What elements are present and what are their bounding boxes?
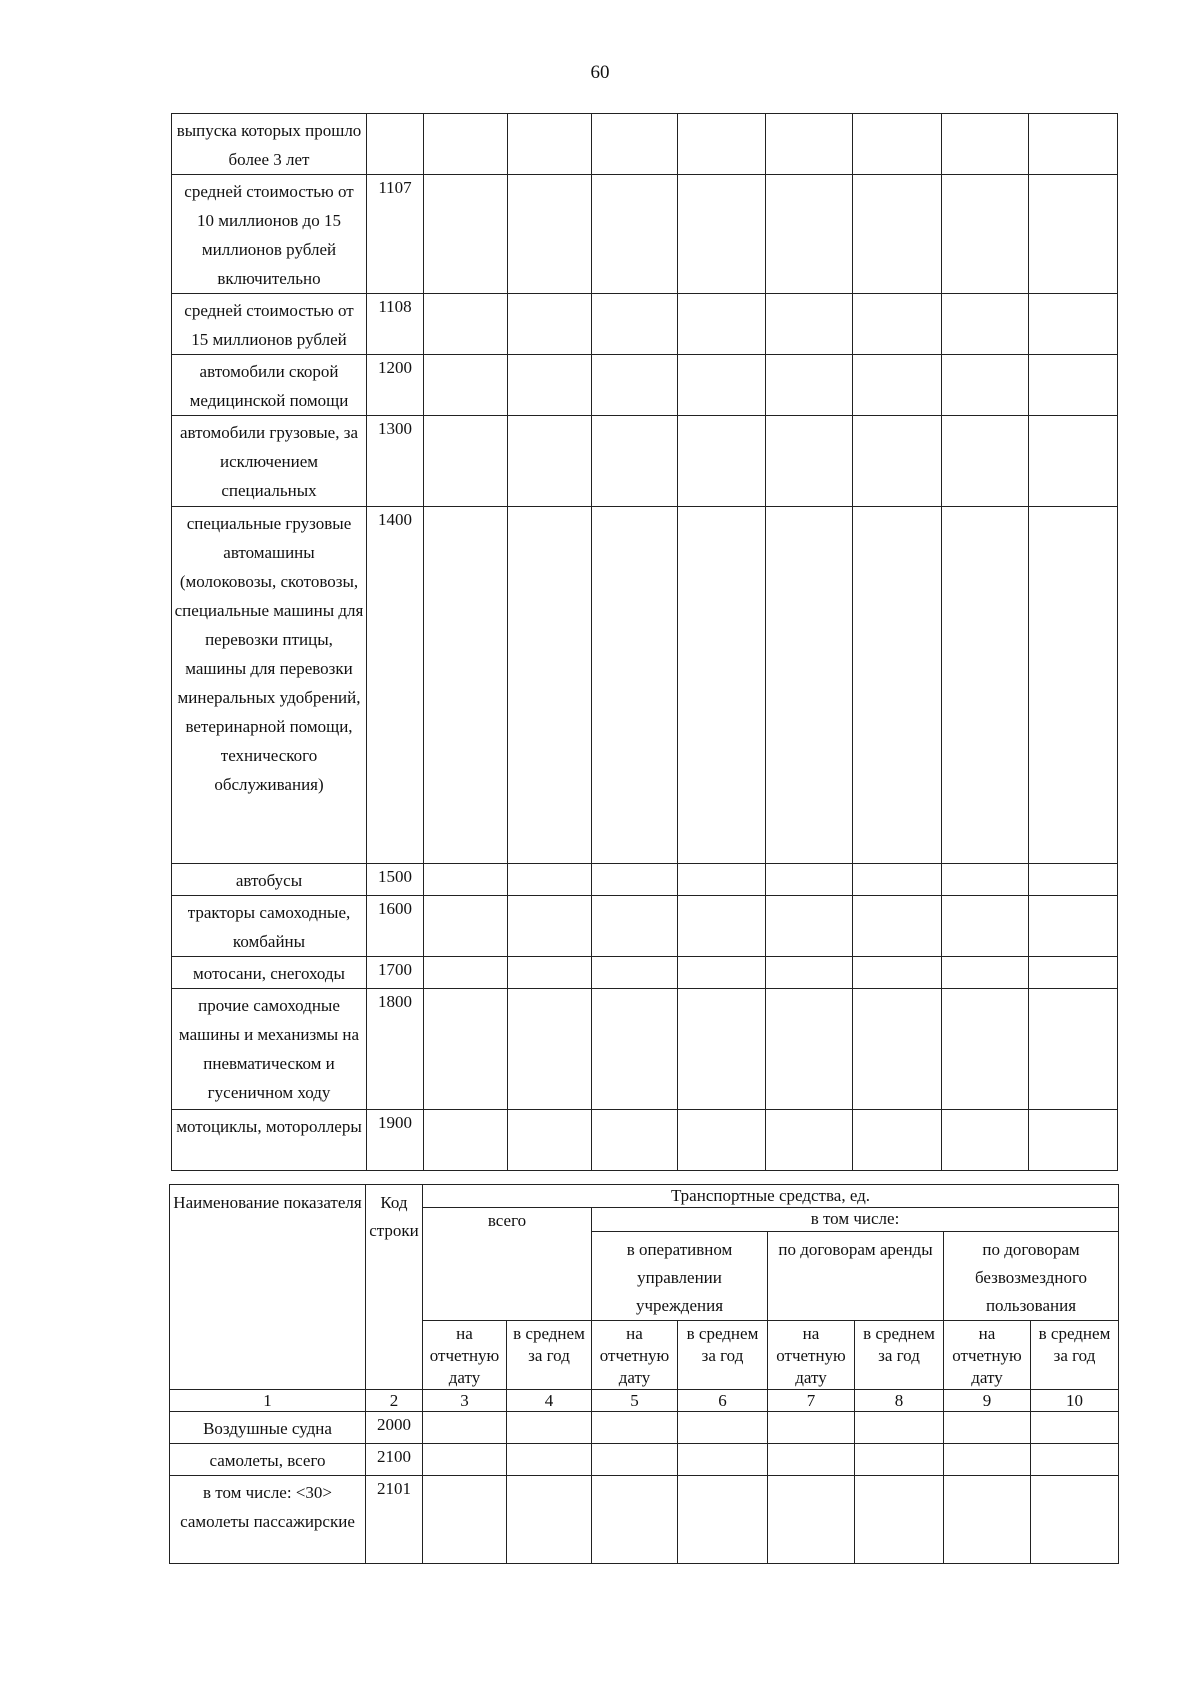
- value-cell: [766, 864, 853, 896]
- table-row: [172, 175, 1118, 294]
- table-row: [172, 355, 1118, 416]
- header-avg-year: в среднем за год: [507, 1321, 592, 1390]
- value-cell: [855, 1476, 944, 1564]
- value-cell: [678, 355, 766, 416]
- value-cell: [507, 1412, 592, 1444]
- table-row: [172, 114, 1118, 175]
- value-cell: [853, 1110, 942, 1171]
- value-cell: [678, 294, 766, 355]
- table-row: [172, 896, 1118, 957]
- value-cell: [592, 989, 678, 1110]
- row-code: 2101: [366, 1476, 423, 1564]
- row-code: 1900: [367, 1110, 424, 1171]
- value-cell: [853, 294, 942, 355]
- row-code: [367, 114, 424, 175]
- table-row: [172, 507, 1118, 864]
- header-avg-year: в среднем за год: [855, 1321, 944, 1390]
- value-cell: [1029, 957, 1118, 989]
- value-cell: [1031, 1444, 1119, 1476]
- value-cell: [944, 1476, 1031, 1564]
- row-code: 1200: [367, 355, 424, 416]
- indicator-name: мотоциклы, мотороллеры: [172, 1110, 367, 1171]
- value-cell: [592, 416, 678, 507]
- value-cell: [853, 175, 942, 294]
- value-cell: [424, 957, 508, 989]
- value-cell: [1029, 355, 1118, 416]
- value-cell: [678, 1444, 768, 1476]
- value-cell: [942, 294, 1029, 355]
- value-cell: [678, 1110, 766, 1171]
- value-cell: [424, 896, 508, 957]
- header-free-use: по договорам безвозмездного пользования: [944, 1232, 1119, 1321]
- value-cell: [678, 114, 766, 175]
- value-cell: [942, 355, 1029, 416]
- value-cell: [424, 355, 508, 416]
- table-row: [170, 1444, 1119, 1476]
- indicator-name: Воздушные судна: [170, 1412, 366, 1444]
- value-cell: [424, 864, 508, 896]
- value-cell: [1029, 1110, 1118, 1171]
- value-cell: [853, 507, 942, 864]
- row-code: 1700: [367, 957, 424, 989]
- value-cell: [766, 896, 853, 957]
- value-cell: [507, 1444, 592, 1476]
- column-number: 5: [592, 1390, 678, 1412]
- column-number: 2: [366, 1390, 423, 1412]
- row-code: 1500: [367, 864, 424, 896]
- value-cell: [1029, 294, 1118, 355]
- value-cell: [855, 1412, 944, 1444]
- value-cell: [508, 355, 592, 416]
- table-row: [172, 989, 1118, 1110]
- row-code: 1108: [367, 294, 424, 355]
- row-code: 1600: [367, 896, 424, 957]
- value-cell: [853, 957, 942, 989]
- indicator-name: автомобили грузовые, за исключением специальных: [172, 416, 367, 507]
- value-cell: [424, 416, 508, 507]
- value-cell: [853, 355, 942, 416]
- value-cell: [678, 1476, 768, 1564]
- header-total: всего: [423, 1208, 592, 1321]
- table-row: [170, 1476, 1119, 1564]
- value-cell: [592, 864, 678, 896]
- value-cell: [592, 507, 678, 864]
- header-on-date: на отчетную дату: [592, 1321, 678, 1390]
- indicator-name: в том числе: <30> самолеты пассажирские: [170, 1476, 366, 1564]
- value-cell: [942, 1110, 1029, 1171]
- value-cell: [423, 1412, 507, 1444]
- value-cell: [508, 294, 592, 355]
- value-cell: [423, 1476, 507, 1564]
- value-cell: [766, 114, 853, 175]
- value-cell: [508, 175, 592, 294]
- value-cell: [592, 1444, 678, 1476]
- column-number: 4: [507, 1390, 592, 1412]
- value-cell: [424, 989, 508, 1110]
- header-row-code: Код строки: [366, 1185, 423, 1390]
- value-cell: [678, 989, 766, 1110]
- value-cell: [942, 416, 1029, 507]
- value-cell: [508, 989, 592, 1110]
- value-cell: [508, 864, 592, 896]
- indicator-name: автомобили скорой медицинской помощи: [172, 355, 367, 416]
- value-cell: [766, 294, 853, 355]
- header-on-date: на отчетную дату: [768, 1321, 855, 1390]
- value-cell: [1031, 1412, 1119, 1444]
- header-on-date: на отчетную дату: [423, 1321, 507, 1390]
- column-number: 7: [768, 1390, 855, 1412]
- value-cell: [766, 355, 853, 416]
- value-cell: [592, 294, 678, 355]
- value-cell: [508, 507, 592, 864]
- value-cell: [1029, 416, 1118, 507]
- indicator-name: тракторы самоходные, комбайны: [172, 896, 367, 957]
- value-cell: [508, 416, 592, 507]
- header-avg-year: в среднем за год: [678, 1321, 768, 1390]
- value-cell: [768, 1476, 855, 1564]
- value-cell: [942, 864, 1029, 896]
- value-cell: [853, 864, 942, 896]
- value-cell: [1029, 896, 1118, 957]
- value-cell: [592, 355, 678, 416]
- page-number: 60: [590, 62, 610, 83]
- value-cell: [944, 1444, 1031, 1476]
- value-cell: [592, 1476, 678, 1564]
- value-cell: [855, 1444, 944, 1476]
- value-cell: [678, 957, 766, 989]
- value-cell: [942, 896, 1029, 957]
- value-cell: [508, 1110, 592, 1171]
- value-cell: [1029, 507, 1118, 864]
- row-code: 2000: [366, 1412, 423, 1444]
- header-including: в том числе:: [592, 1208, 1119, 1232]
- value-cell: [942, 114, 1029, 175]
- table-row: [172, 957, 1118, 989]
- value-cell: [592, 175, 678, 294]
- value-cell: [766, 1110, 853, 1171]
- value-cell: [1029, 114, 1118, 175]
- row-code: 1800: [367, 989, 424, 1110]
- value-cell: [942, 507, 1029, 864]
- value-cell: [942, 175, 1029, 294]
- header-avg-year: в среднем за год: [1031, 1321, 1119, 1390]
- column-number: 1: [170, 1390, 366, 1412]
- row-code: 1300: [367, 416, 424, 507]
- header-transport: Транспортные средства, ед.: [423, 1185, 1119, 1208]
- value-cell: [592, 896, 678, 957]
- value-cell: [766, 416, 853, 507]
- value-cell: [592, 957, 678, 989]
- column-number: 3: [423, 1390, 507, 1412]
- value-cell: [766, 175, 853, 294]
- value-cell: [678, 1412, 768, 1444]
- indicator-name: самолеты, всего: [170, 1444, 366, 1476]
- value-cell: [678, 175, 766, 294]
- value-cell: [424, 1110, 508, 1171]
- value-cell: [944, 1412, 1031, 1444]
- value-cell: [1029, 989, 1118, 1110]
- value-cell: [508, 957, 592, 989]
- value-cell: [424, 175, 508, 294]
- value-cell: [768, 1444, 855, 1476]
- header-on-date: на отчетную дату: [944, 1321, 1031, 1390]
- column-number: 8: [855, 1390, 944, 1412]
- column-number: 9: [944, 1390, 1031, 1412]
- indicator-name: специальные грузовые автомашины (молоковозы, скотовозы, специальные машины для перевозки птицы, машины для перевозки минеральных удобрений, ветеринарной помощи, технического обслуживания): [172, 507, 367, 864]
- indicator-name: выпуска которых прошло более 3 лет: [172, 114, 367, 175]
- table-row: [172, 1110, 1118, 1171]
- row-code: 1400: [367, 507, 424, 864]
- indicator-name: средней стоимостью от 15 миллионов рублей: [172, 294, 367, 355]
- row-code: 1107: [367, 175, 424, 294]
- indicator-name: автобусы: [172, 864, 367, 896]
- value-cell: [1031, 1476, 1119, 1564]
- table-row: [170, 1412, 1119, 1444]
- value-cell: [766, 957, 853, 989]
- value-cell: [592, 114, 678, 175]
- header-lease: по договорам аренды: [768, 1232, 944, 1321]
- value-cell: [424, 507, 508, 864]
- indicator-name: средней стоимостью от 10 миллионов до 15 миллионов рублей включительно: [172, 175, 367, 294]
- value-cell: [592, 1110, 678, 1171]
- value-cell: [942, 957, 1029, 989]
- column-number: 6: [678, 1390, 768, 1412]
- value-cell: [678, 864, 766, 896]
- value-cell: [508, 896, 592, 957]
- value-cell: [766, 989, 853, 1110]
- row-code: 2100: [366, 1444, 423, 1476]
- value-cell: [768, 1412, 855, 1444]
- value-cell: [853, 989, 942, 1110]
- value-cell: [423, 1444, 507, 1476]
- table-row: [172, 294, 1118, 355]
- column-number: 10: [1031, 1390, 1119, 1412]
- header-indicator-name: Наименование показателя: [170, 1185, 366, 1390]
- value-cell: [853, 896, 942, 957]
- value-cell: [424, 114, 508, 175]
- value-cell: [942, 989, 1029, 1110]
- table-row: [172, 416, 1118, 507]
- value-cell: [678, 416, 766, 507]
- value-cell: [853, 416, 942, 507]
- vehicles-table-continued: [171, 113, 1118, 1171]
- value-cell: [1029, 175, 1118, 294]
- value-cell: [678, 507, 766, 864]
- value-cell: [1029, 864, 1118, 896]
- value-cell: [766, 507, 853, 864]
- indicator-name: мотосани, снегоходы: [172, 957, 367, 989]
- value-cell: [853, 114, 942, 175]
- value-cell: [678, 896, 766, 957]
- value-cell: [424, 294, 508, 355]
- value-cell: [592, 1412, 678, 1444]
- indicator-name: прочие самоходные машины и механизмы на пневматическом и гусеничном ходу: [172, 989, 367, 1110]
- header-operational: в оперативном управлении учреждения: [592, 1232, 768, 1321]
- value-cell: [507, 1476, 592, 1564]
- value-cell: [508, 114, 592, 175]
- aircraft-table: [169, 1184, 1119, 1564]
- table-row: [172, 864, 1118, 896]
